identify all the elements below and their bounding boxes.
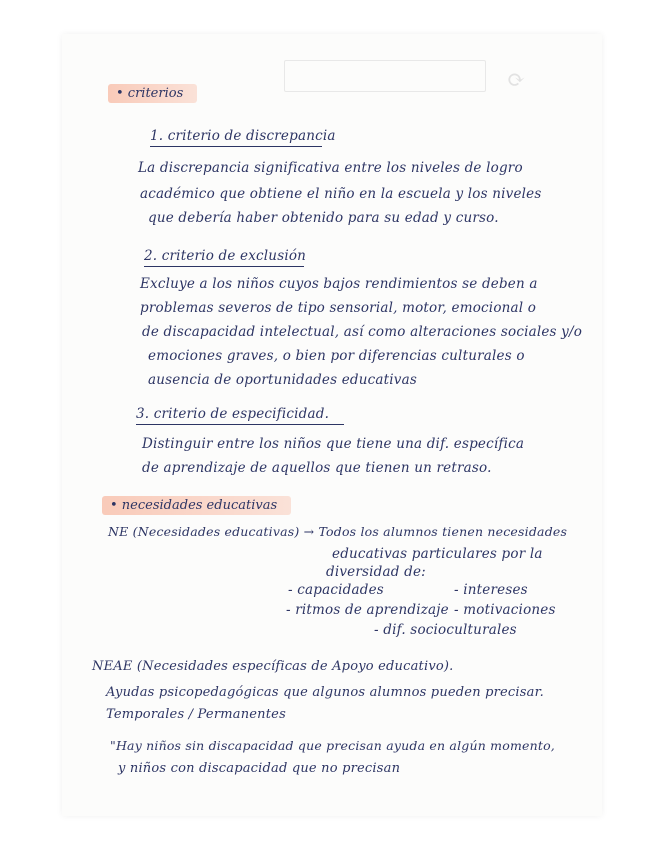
ne-line-3: diversidad de: bbox=[326, 564, 426, 580]
ne-line-1: NE (Necesidades educativas) → Todos los alumnos tienen necesidades bbox=[108, 524, 568, 539]
ne-item-ritmos: - ritmos de aprendizaje bbox=[286, 602, 449, 618]
criterio-3-title: 3. criterio de especificidad. bbox=[136, 408, 344, 425]
neae-line-4: "Hay niños sin discapacidad que precisan ayuda en algún momento, bbox=[110, 738, 555, 753]
ne-item-capacidades: - capacidades bbox=[288, 582, 384, 598]
ne-item-socioculturales: - dif. socioculturales bbox=[374, 622, 517, 638]
ne-item-intereses: - intereses bbox=[454, 582, 528, 598]
bleed-through-box bbox=[284, 60, 486, 92]
criterio-1-title: 1. criterio de discrepancia bbox=[150, 130, 322, 147]
neae-line-2: Ayudas psicopedagógicas que algunos alumnos pueden precisar. bbox=[106, 685, 544, 700]
ne-item-motivaciones: - motivaciones bbox=[454, 602, 556, 618]
criterio-1-line-3: que debería haber obtenido para su edad y curso. bbox=[148, 210, 499, 226]
criterio-1-line-1: La discrepancia significativa entre los niveles de logro bbox=[138, 160, 523, 176]
neae-line-3: Temporales / Permanentes bbox=[106, 707, 286, 722]
criterio-2-line-1: Excluye a los niños cuyos bajos rendimientos se deben a bbox=[140, 276, 538, 292]
criterio-2-title: 2. criterio de exclusión bbox=[144, 250, 304, 267]
criterio-2-line-5: ausencia de oportunidades educativas bbox=[148, 372, 417, 388]
notebook-page bbox=[62, 34, 602, 816]
bleed-through-mark: ⟳ bbox=[507, 68, 526, 93]
criterio-2-line-3: de discapacidad intelectual, así como alteraciones sociales y/o bbox=[142, 324, 583, 340]
ne-line-2: educativas particulares por la bbox=[332, 546, 543, 562]
heading-necesidades: • necesidades educativas bbox=[102, 496, 291, 515]
criterio-2-line-4: emociones graves, o bien por diferencias culturales o bbox=[148, 348, 525, 364]
neae-line-5: y niños con discapacidad que no precisan bbox=[118, 761, 401, 776]
heading-criterios: • criterios bbox=[108, 84, 197, 103]
criterio-3-line-1: Distinguir entre los niños que tiene una dif. específica bbox=[142, 436, 525, 452]
criterio-1-line-2: académico que obtiene el niño en la escuela y los niveles bbox=[140, 186, 542, 202]
neae-line-1: NEAE (Necesidades específicas de Apoyo educativo). bbox=[92, 659, 454, 674]
criterio-2-line-2: problemas severos de tipo sensorial, motor, emocional o bbox=[140, 300, 537, 316]
criterio-3-line-2: de aprendizaje de aquellos que tienen un retraso. bbox=[142, 460, 492, 476]
